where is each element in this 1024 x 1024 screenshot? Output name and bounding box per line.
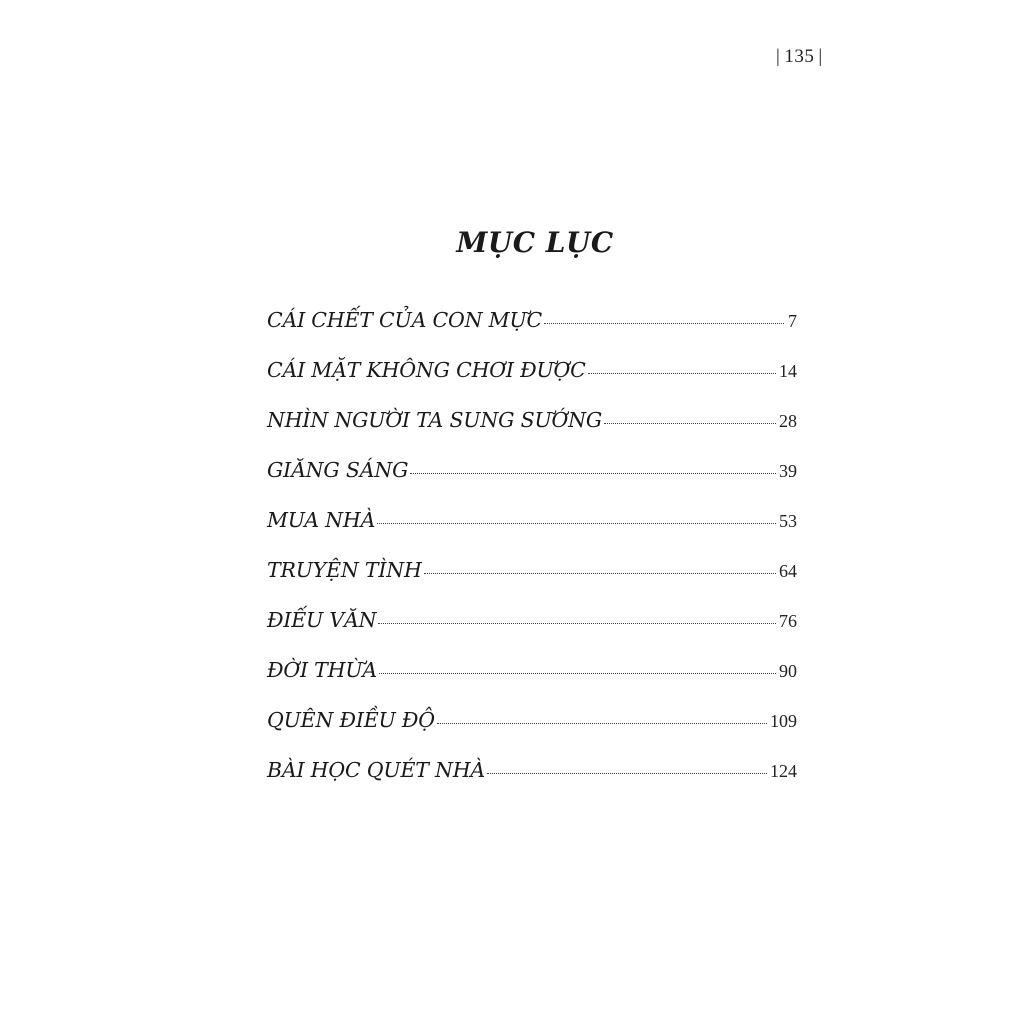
- toc-dot-leader: [544, 323, 784, 324]
- toc-entry-title: NHÌN NGƯỜI TA SUNG SƯỚNG: [267, 408, 603, 432]
- toc-dot-leader: [487, 773, 767, 774]
- toc-entry[interactable]: [267, 708, 797, 758]
- page-number-left-bar: |: [776, 46, 781, 67]
- toc-entry-page: 64: [779, 561, 797, 581]
- toc-entry-page: 14: [779, 361, 797, 381]
- toc-entry[interactable]: [267, 558, 797, 608]
- toc-entry[interactable]: [267, 508, 797, 558]
- toc-dot-leader: [377, 523, 776, 524]
- toc-entry-title: TRUYỆN TÌNH: [267, 558, 422, 582]
- toc-dot-leader: [424, 573, 776, 574]
- toc-entry-page: 53: [779, 511, 797, 531]
- page-number: [772, 46, 827, 68]
- toc-dot-leader: [604, 423, 776, 424]
- toc-heading: MỤC LỤC: [456, 225, 614, 259]
- toc-entry-title: QUÊN ĐIỀU ĐỘ: [267, 708, 435, 732]
- toc-entry-title: CÁI MẶT KHÔNG CHƠI ĐƯỢC: [267, 358, 586, 382]
- toc-entry[interactable]: [267, 358, 797, 408]
- page-number-right-bar: |: [818, 46, 823, 67]
- toc-entry-title: CÁI CHẾT CỦA CON MỰC: [267, 308, 543, 332]
- toc-entry-title: BÀI HỌC QUÉT NHÀ: [267, 758, 486, 782]
- toc-entry-page: 124: [770, 761, 797, 781]
- toc-entry[interactable]: [267, 758, 797, 808]
- toc-dot-leader: [437, 723, 767, 724]
- toc-entry[interactable]: [267, 308, 797, 358]
- page-number-value: 135: [784, 46, 815, 67]
- toc-entry-title: ĐỜI THỪA: [267, 658, 377, 682]
- toc-entry-page: 39: [779, 461, 797, 481]
- toc-dot-leader: [379, 673, 776, 674]
- toc-entry-page: 109: [770, 711, 797, 731]
- toc-entry-page: 28: [779, 411, 797, 431]
- toc-entry-title: MUA NHÀ: [267, 508, 376, 532]
- table-of-contents: [267, 308, 797, 808]
- toc-entry[interactable]: [267, 458, 797, 508]
- toc-entry-page: 7: [788, 311, 797, 331]
- toc-entry[interactable]: [267, 658, 797, 708]
- toc-dot-leader: [378, 623, 776, 624]
- toc-dot-leader: [410, 473, 776, 474]
- toc-entry-page: 90: [779, 661, 797, 681]
- toc-dot-leader: [588, 373, 776, 374]
- toc-entry-page: 76: [779, 611, 797, 631]
- toc-entry[interactable]: [267, 408, 797, 458]
- toc-entry-title: ĐIẾU VĂN: [267, 608, 377, 632]
- toc-entry-title: GIĂNG SÁNG: [267, 458, 409, 482]
- toc-entry[interactable]: [267, 608, 797, 658]
